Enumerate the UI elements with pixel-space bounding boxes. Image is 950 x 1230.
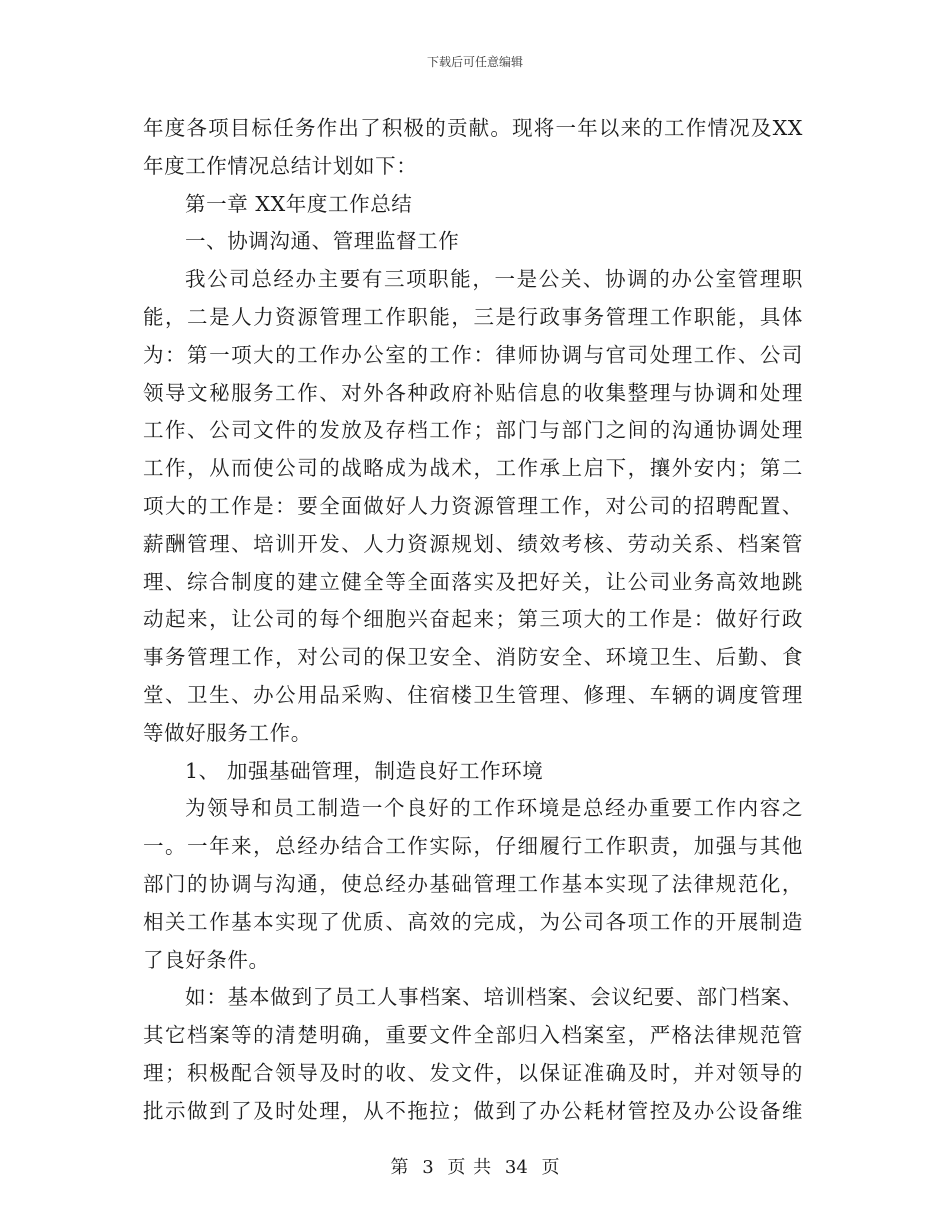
text-line: 如：基本做到了员工人事档案、培训档案、会议纪要、部门档案、 xyxy=(185,985,803,1010)
footer-suffix: 页 xyxy=(541,1157,560,1178)
text-line: 等做好服务工作。 xyxy=(143,720,312,745)
text-line: 为领导和员工制造一个良好的工作环境是总经办重要工作内容之 xyxy=(185,796,803,821)
text-line: 一。一年来，总经办结合工作实际，仔细履行工作职责，加强与其他 xyxy=(143,834,803,859)
text-line: 相关工作基本实现了优质、高效的完成，为公司各项工作的开展制造 xyxy=(143,909,803,934)
text-line: 薪酬管理、培训开发、人力资源规划、绩效考核、劳动关系、档案管 xyxy=(143,531,803,556)
text-line: 理、综合制度的建立健全等全面落实及把好关，让公司业务高效地跳 xyxy=(143,569,803,594)
text-line: 理；积极配合领导及时的收、发文件，以保证准确及时，并对领导的 xyxy=(143,1060,803,1085)
text-line: 项大的工作是：要全面做好人力资源管理工作，对公司的招聘配置、 xyxy=(143,493,803,518)
text-line: 堂、卫生、办公用品采购、住宿楼卫生管理、修理、车辆的调度管理 xyxy=(143,682,803,707)
text-line: 工作，从而使公司的战略成为战术，工作承上启下，攘外安内；第二 xyxy=(143,456,803,481)
text-line: 事务管理工作，对公司的保卫安全、消防安全、环境卫生、后勤、食 xyxy=(143,645,803,670)
page-footer xyxy=(0,1153,950,1179)
chapter-heading: 第一章 XX年度工作总结 xyxy=(185,191,413,216)
text-line: 批示做到了及时处理，从不拖拉；做到了办公耗材管控及办公设备维 xyxy=(143,1098,803,1123)
page-number: 3 xyxy=(422,1157,434,1178)
page-header: 下载后可任意编辑 xyxy=(426,55,523,69)
page-total: 34 xyxy=(504,1157,528,1178)
text-line: 我公司总经办主要有三项职能，一是公关、协调的办公室管理职 xyxy=(185,267,803,292)
footer-mid: 页 共 xyxy=(447,1157,492,1178)
footer-prefix: 第 xyxy=(390,1157,409,1178)
text-line: 年度各项目标任务作出了积极的贡献。现将一年以来的工作情况及XX xyxy=(143,116,803,140)
text-line: 能，二是人力资源管理工作职能，三是行政事务管理工作职能，具体 xyxy=(143,304,803,329)
text-line: 工作、公司文件的发放及存档工作；部门与部门之间的沟通协调处理 xyxy=(143,418,803,443)
text-line: 了良好条件。 xyxy=(143,947,270,972)
text-line: 动起来，让公司的每个细胞兴奋起来；第三项大的工作是：做好行政 xyxy=(143,607,803,632)
text-line: 其它档案等的清楚明确，重要文件全部归入档案室，严格法律规范管 xyxy=(143,1023,803,1048)
text-line: 为：第一项大的工作办公室的工作：律师协调与官司处理工作、公司 xyxy=(143,342,803,367)
text-line: 部门的协调与沟通，使总经办基础管理工作基本实现了法律规范化， xyxy=(143,871,803,896)
document-body xyxy=(143,110,803,1131)
section-heading: 一、协调沟通、管理监督工作 xyxy=(185,229,460,254)
text-line: 年度工作情况总结计划如下： xyxy=(143,153,418,178)
text-line: 领导文秘服务工作、对外各种政府补贴信息的收集整理与协调和处理 xyxy=(143,380,803,405)
subsection-heading: 1、 加强基础管理，制造良好工作环境 xyxy=(185,758,544,783)
